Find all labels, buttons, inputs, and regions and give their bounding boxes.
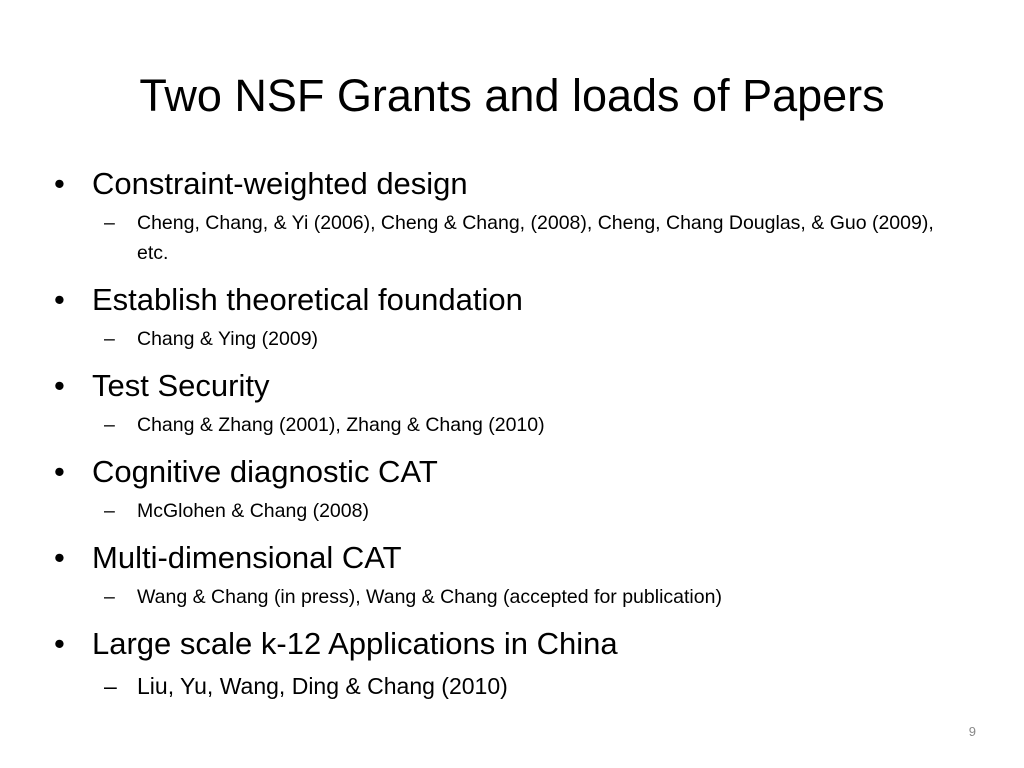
sub-bullet-list	[0, 410, 1024, 440]
sub-bullet-item	[0, 582, 1024, 612]
sub-bullet-text: Liu, Yu, Wang, Ding & Chang (2010)	[137, 673, 508, 699]
sub-bullet-marker: –	[104, 328, 115, 350]
bullet-marker: •	[54, 454, 65, 489]
bullet-line	[0, 534, 1024, 582]
sub-bullet-text: Chang & Zhang (2001), Zhang & Chang (2010)	[137, 414, 545, 436]
sub-bullet-item	[0, 668, 1024, 704]
sub-bullet-marker: –	[104, 586, 115, 608]
bullet-line	[0, 276, 1024, 324]
sub-bullet-marker: –	[104, 212, 115, 234]
bullet-marker: •	[54, 626, 65, 661]
bullet-line	[0, 620, 1024, 668]
sub-bullet-marker: –	[104, 414, 115, 436]
sub-bullet-list	[0, 324, 1024, 354]
bullet-marker: •	[54, 368, 65, 403]
bullet-marker: •	[54, 540, 65, 575]
bullet-item	[0, 534, 1024, 620]
bullet-marker: •	[54, 282, 65, 317]
page-number: 9	[968, 724, 976, 739]
sub-bullet-list	[0, 582, 1024, 612]
bullet-text: Large scale k-12 Applications in China	[92, 626, 618, 661]
bullet-text: Constraint-weighted design	[92, 166, 468, 201]
bullet-text: Multi-dimensional CAT	[92, 540, 402, 575]
bullet-marker: •	[54, 166, 65, 201]
slide-title: Two NSF Grants and loads of Papers	[139, 70, 885, 121]
sub-bullet-marker: –	[104, 500, 115, 522]
sub-bullet-text: Wang & Chang (in press), Wang & Chang (accepted for publication)	[137, 586, 722, 608]
bullet-text: Test Security	[92, 368, 270, 403]
sub-bullet-item	[0, 496, 1024, 526]
bullet-item	[0, 362, 1024, 448]
sub-bullet-text: Chang & Ying (2009)	[137, 328, 319, 350]
sub-bullet-item	[0, 324, 1024, 354]
bullet-line	[0, 448, 1024, 496]
bullet-item	[0, 160, 1024, 276]
bullet-text: Establish theoretical foundation	[92, 282, 523, 317]
sub-bullet-list	[0, 668, 1024, 704]
bullet-item	[0, 620, 1024, 704]
sub-bullet-text: Cheng, Chang, & Yi (2006), Cheng & Chang, (2008), Cheng, Chang Douglas, & Guo (2009), etc.	[137, 212, 934, 264]
bullet-item	[0, 276, 1024, 362]
sub-bullet-marker: –	[104, 673, 117, 699]
sub-bullet-list	[0, 496, 1024, 526]
sub-bullet-list	[0, 208, 1024, 268]
bullet-list	[0, 160, 1024, 704]
bullet-line	[0, 362, 1024, 410]
sub-bullet-item	[0, 208, 1024, 268]
sub-bullet-item	[0, 410, 1024, 440]
sub-bullet-text: McGlohen & Chang (2008)	[137, 500, 369, 522]
bullet-item	[0, 448, 1024, 534]
bullet-line	[0, 160, 1024, 208]
bullet-text: Cognitive diagnostic CAT	[92, 454, 438, 489]
